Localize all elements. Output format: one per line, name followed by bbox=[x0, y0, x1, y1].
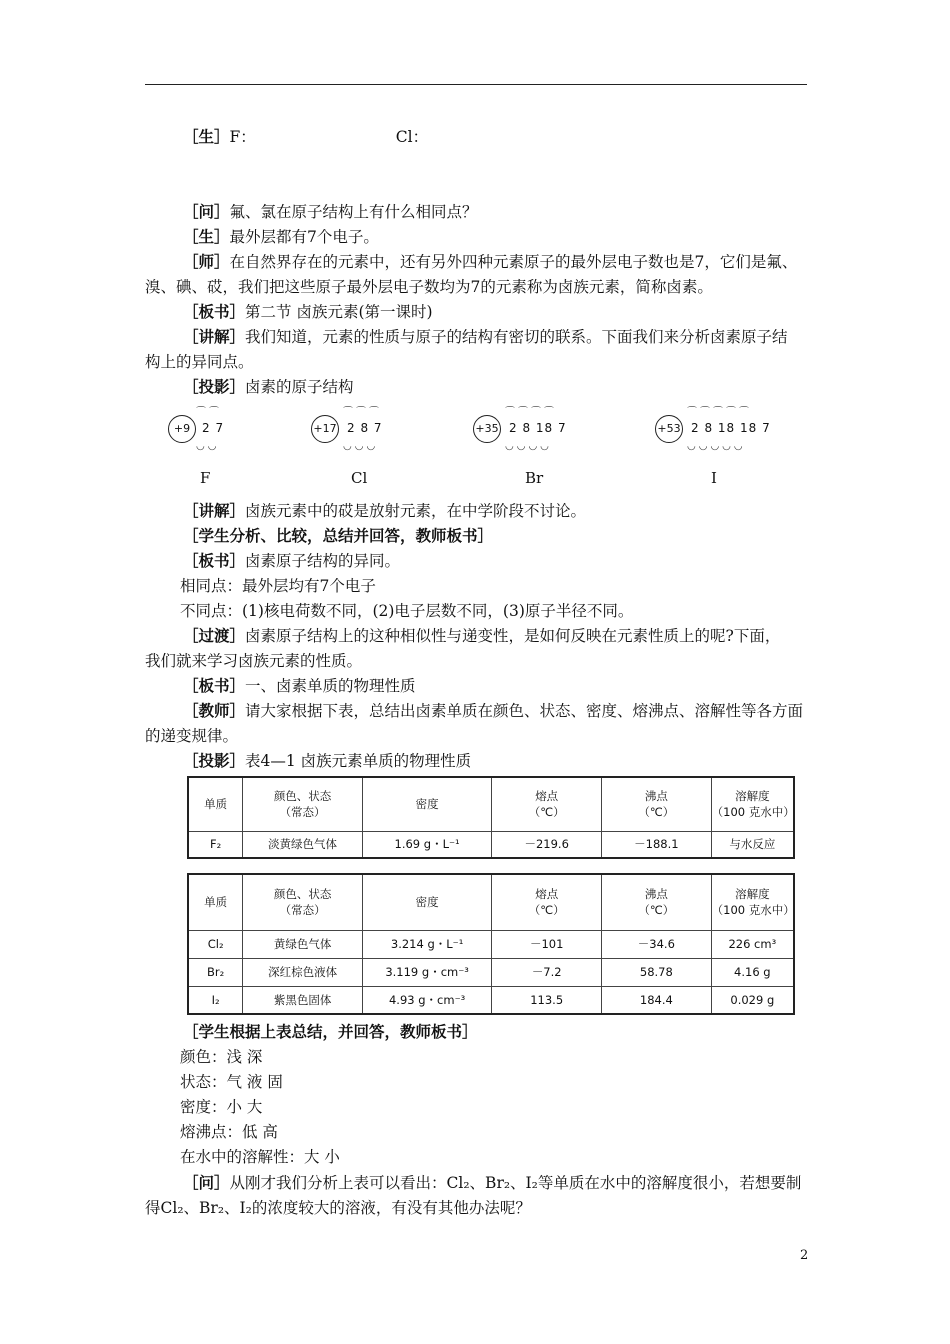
para-teacher-2: ［教师］请大家根据下表，总结出卤素单质在颜色、状态、密度、熔沸点、溶解性等各方面 bbox=[183, 702, 804, 720]
para-projection-2: ［投影］表4—1 卤族元素单质的物理性质 bbox=[183, 752, 472, 770]
para-question-2: ［问］从刚才我们分析上表可以看出：Cl₂、Br₂、I₂等单质在水中的溶解度很小，若想要制 bbox=[183, 1174, 802, 1192]
para-board-2: ［板书］卤素原子结构的异同。 bbox=[183, 552, 401, 570]
table-header-row bbox=[188, 874, 794, 930]
th-melting-point: 熔点 （℃） bbox=[492, 777, 602, 831]
table-row: I₂ 紫黑色固体 4.93 g・cm⁻³ 113.5 184.4 0.029 g bbox=[188, 986, 794, 1014]
para-student-analysis: ［学生分析、比较，总结并回答，教师板书］ bbox=[183, 527, 494, 545]
para-explain-1: ［讲解］我们知道，元素的性质与原子的结构有密切的联系。下面我们来分析卤素原子结 bbox=[183, 328, 788, 346]
shells-cl: 2 8 7 bbox=[347, 421, 383, 435]
page-number: 2 bbox=[800, 1248, 809, 1263]
th-substance: 单质 bbox=[188, 777, 243, 831]
para-explain-1-cont: 构上的异同点。 bbox=[145, 353, 254, 371]
para-teacher-1-cont: 溴、碘、砹，我们把这些原子最外层电子数均为7的元素称为卤族元素，简称卤素。 bbox=[145, 278, 713, 296]
table-row: F₂ 淡黄绿色气体 1.69 g・L⁻¹ －219.6 －188.1 与水反应 bbox=[188, 831, 794, 858]
nucleus-br: +35 bbox=[473, 415, 501, 443]
shells-f: 2 7 bbox=[202, 421, 225, 435]
th-color-state: 颜色、状态 （常态） bbox=[243, 777, 363, 831]
symbol-br: Br bbox=[525, 469, 544, 487]
symbol-cl: Cl bbox=[351, 469, 368, 487]
para-explain-2: ［讲解］卤族元素中的砹是放射元素，在中学阶段不讨论。 bbox=[183, 502, 587, 520]
th-boiling-point: 沸点 （℃） bbox=[602, 874, 712, 930]
table-header-row bbox=[188, 777, 794, 831]
para-question-1: ［问］氟、氯在原子结构上有什么相同点？ bbox=[183, 203, 478, 221]
symbol-f: F bbox=[200, 469, 211, 487]
symbol-i: I bbox=[711, 469, 717, 487]
para-projection-1: ［投影］卤素的原子结构 bbox=[183, 378, 354, 396]
nucleus-cl: +17 bbox=[311, 415, 339, 443]
nucleus-f: +9 bbox=[168, 415, 196, 443]
th-substance: 单质 bbox=[188, 874, 243, 930]
halogen-atom-diagrams: ⌒⌒ +9 2 7 ◡◡ F ⌒⌒⌒ +17 2 8 7 ◡◡◡ Cl ⌒⌒⌒⌒ +35 2 8 18 7 ◡◡◡◡ Br ⌒⌒⌒⌒⌒ +53 2 8 18 18 7 ◡◡◡◡◡ I bbox=[168, 403, 788, 493]
shells-br: 2 8 18 7 bbox=[509, 421, 567, 435]
th-color-state: 颜色、状态 （常态） bbox=[243, 874, 363, 930]
para-student-answer: ［生］最外层都有7个电子。 bbox=[183, 228, 379, 246]
summary-melting-boiling: 熔沸点：低 高 bbox=[180, 1123, 278, 1141]
para-board-1: ［板书］第二节 卤族元素(第一课时) bbox=[183, 303, 433, 321]
para-teacher-1: ［师］在自然界存在的元素中，还有另外四种元素原子的最外层电子数也是7，它们是氟、 bbox=[183, 253, 798, 271]
header-rule bbox=[145, 84, 807, 85]
para-difference: 不同点：(1)核电荷数不同，(2)电子层数不同，(3)原子半径不同。 bbox=[180, 602, 634, 620]
th-solubility: 溶解度 （100 克水中） bbox=[711, 777, 794, 831]
summary-density: 密度：小 大 bbox=[180, 1098, 263, 1116]
para-student-f-cl: ［生］F： Cl： bbox=[183, 128, 429, 146]
properties-table-cl2-br2-i2 bbox=[187, 873, 795, 1015]
para-transition-cont: 我们就来学习卤族元素的性质。 bbox=[145, 652, 363, 670]
th-boiling-point: 沸点 （℃） bbox=[602, 777, 712, 831]
summary-state: 状态：气 液 固 bbox=[180, 1073, 283, 1091]
th-solubility: 溶解度 （100 克水中） bbox=[711, 874, 794, 930]
para-similarity: 相同点：最外层均有7个电子 bbox=[180, 577, 376, 595]
para-board-3: ［板书］一、卤素单质的物理性质 bbox=[183, 677, 416, 695]
para-question-2-cont: 得Cl₂、Br₂、I₂的浓度较大的溶液，有没有其他办法呢？ bbox=[145, 1199, 531, 1217]
para-teacher-2-cont: 的递变规律。 bbox=[145, 727, 239, 745]
para-transition: ［过渡］卤素原子结构上的这种相似性与递变性，是如何反映在元素性质上的呢?下面， bbox=[183, 627, 781, 645]
shells-i: 2 8 18 18 7 bbox=[691, 421, 771, 435]
th-density: 密度 bbox=[362, 874, 492, 930]
table-row: Br₂ 深红棕色液体 3.119 g・cm⁻³ －7.2 58.78 4.16 g bbox=[188, 958, 794, 986]
summary-color: 颜色：浅 深 bbox=[180, 1048, 263, 1066]
nucleus-i: +53 bbox=[655, 415, 683, 443]
table-row: Cl₂ 黄绿色气体 3.214 g・L⁻¹ －101 －34.6 226 cm³ bbox=[188, 930, 794, 958]
th-melting-point: 熔点 （℃） bbox=[492, 874, 602, 930]
properties-table-f2 bbox=[187, 776, 795, 859]
th-density: 密度 bbox=[362, 777, 492, 831]
para-student-summary: ［学生根据上表总结，并回答，教师板书］ bbox=[183, 1023, 478, 1041]
summary-solubility: 在水中的溶解性：大 小 bbox=[180, 1148, 340, 1166]
